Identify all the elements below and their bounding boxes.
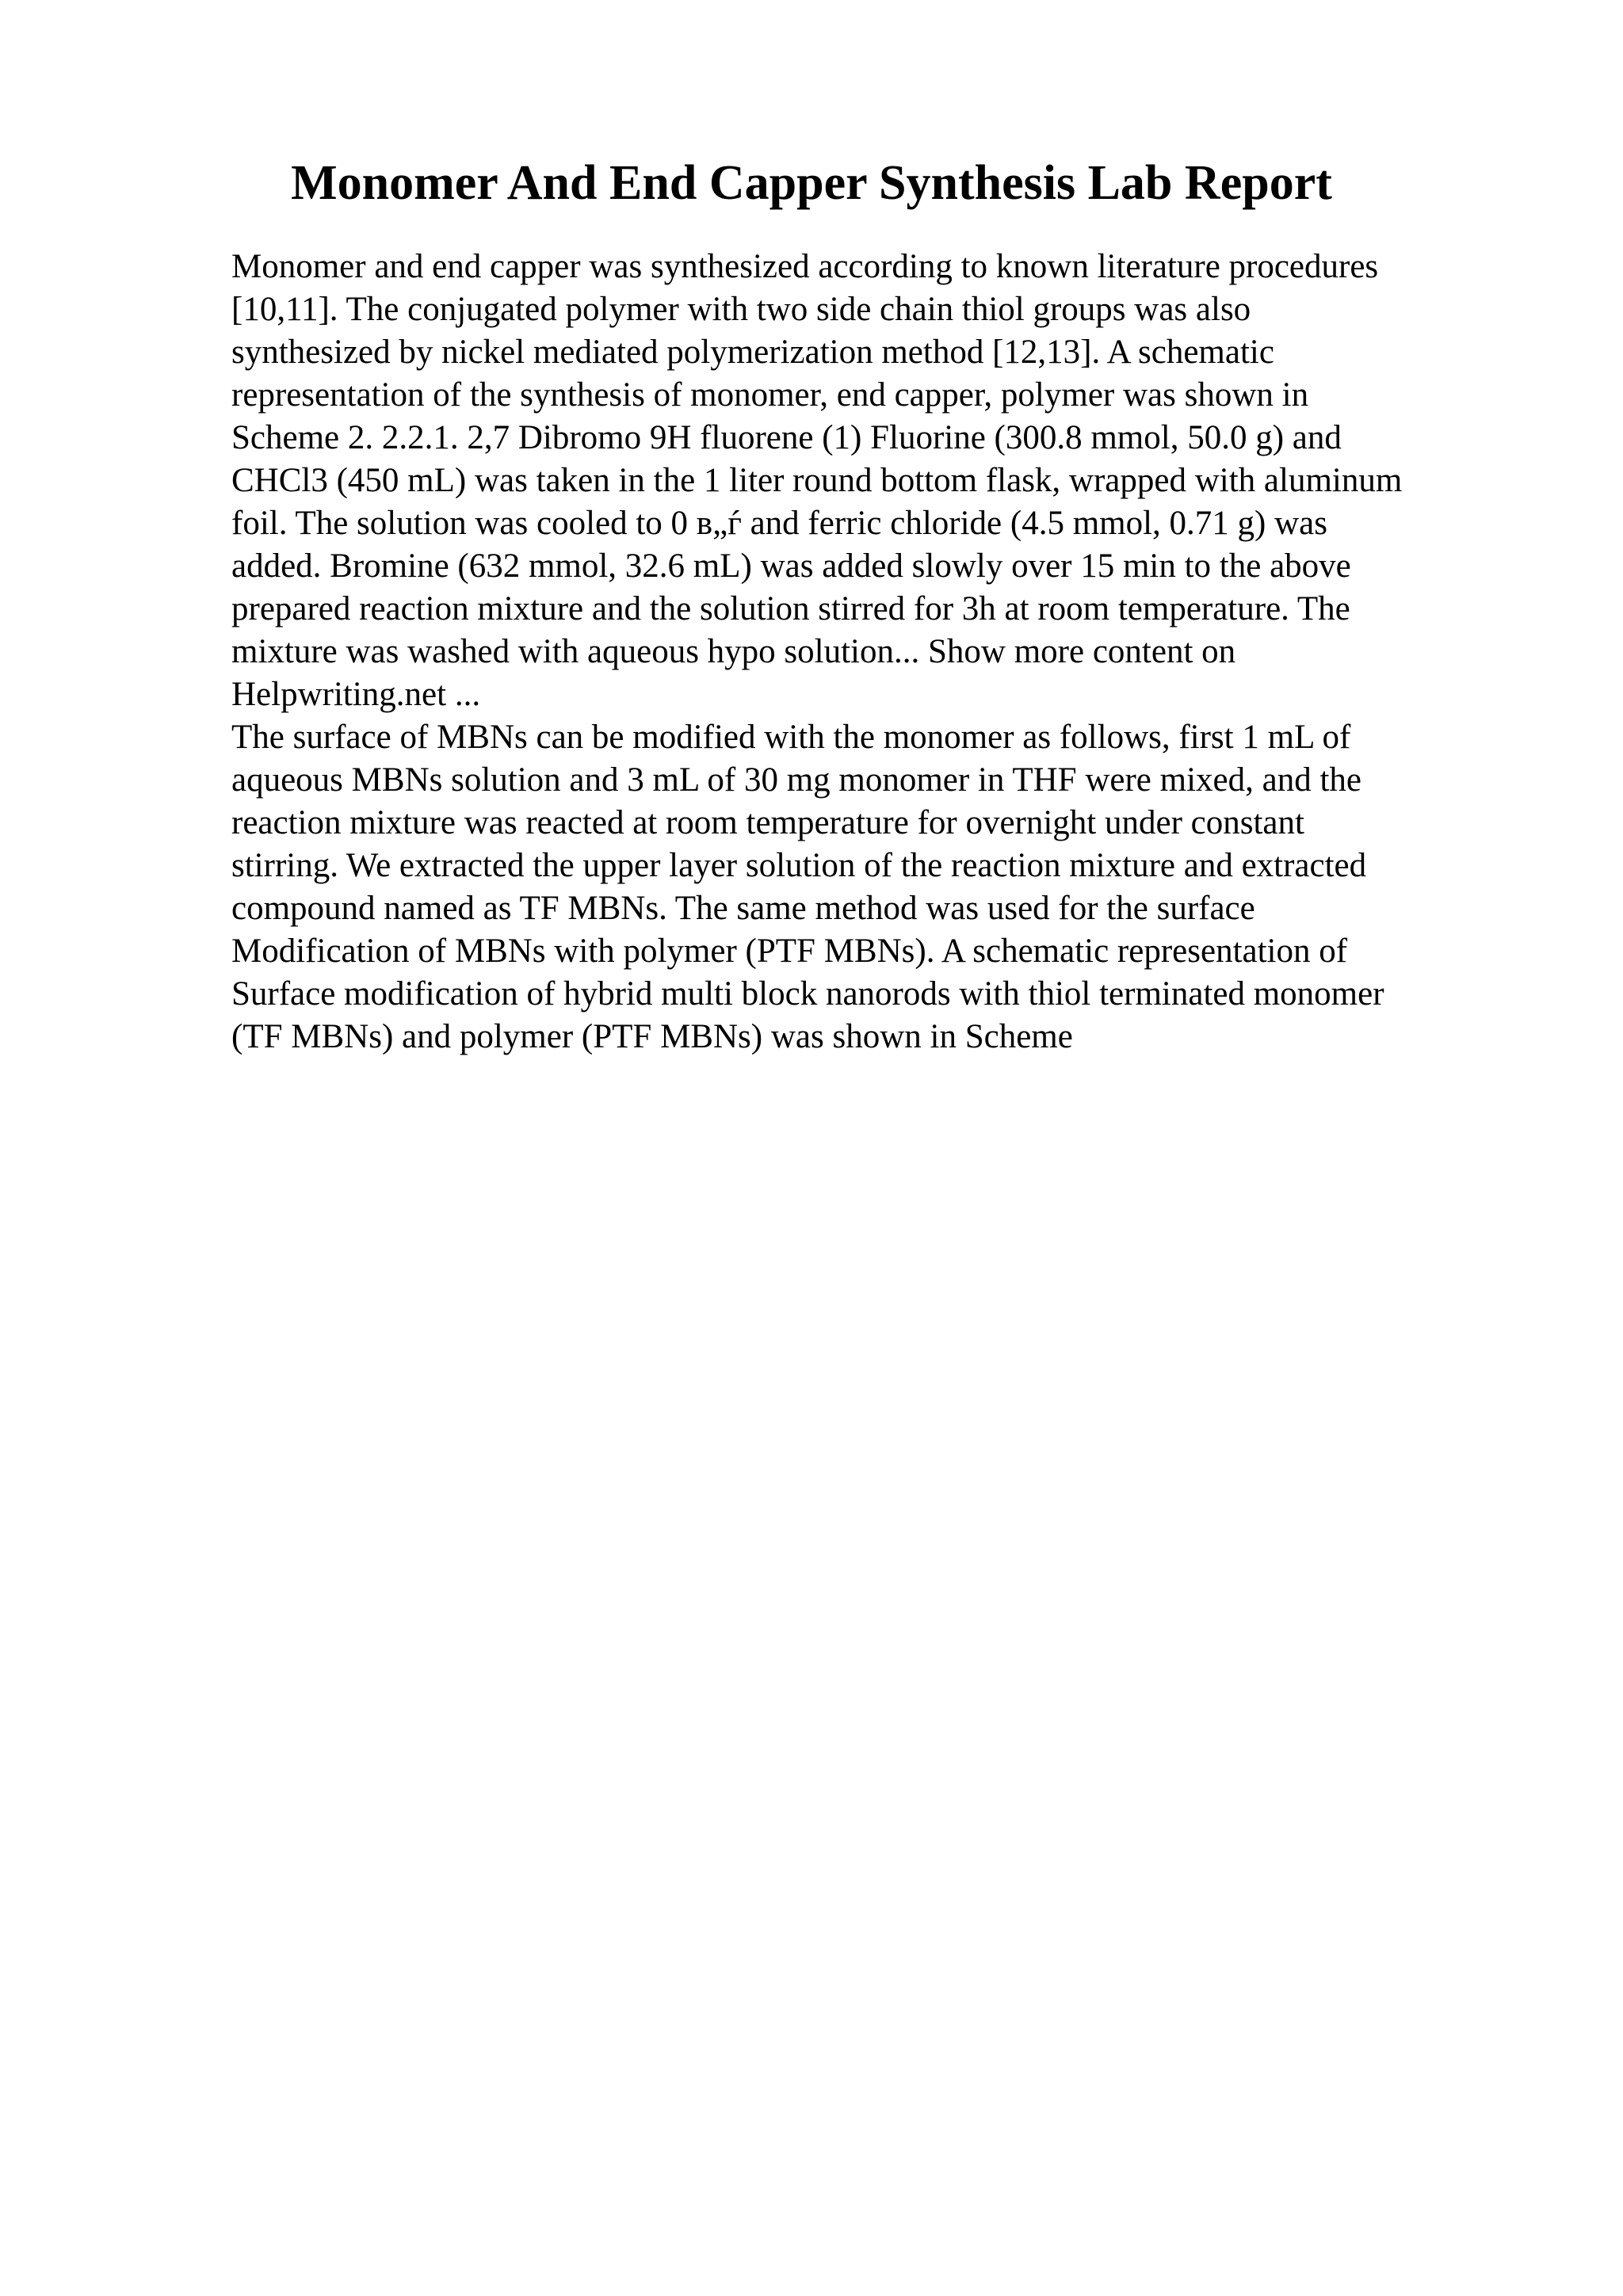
text-line: Surface modification of hybrid multi block nanorods with thiol terminated monomer	[231, 975, 1384, 1013]
text-line: Modification of MBNs with polymer (PTF MBNs). A schematic representation of	[231, 933, 1348, 970]
text-line: [10,11]. The conjugated polymer with two side chain thiol groups was also	[231, 291, 1251, 328]
text-line: stirring. We extracted the upper layer solution of the reaction mixture and extracted	[231, 847, 1367, 884]
text-line: Helpwriting.net ...	[231, 676, 481, 713]
paragraph-surface-modification	[231, 716, 1515, 1058]
page-title: Monomer And End Capper Synthesis Lab Report	[291, 156, 1332, 210]
text-line: prepared reaction mixture and the solution stirred for 3h at room temperature. The	[231, 590, 1350, 627]
paragraph-synthesis	[231, 246, 1515, 716]
text-line: Scheme 2. 2.2.1. 2,7 Dibromo 9H fluorene (1) Fluorine (300.8 mmol, 50.0 g) and	[231, 419, 1342, 456]
text-line: mixture was washed with aqueous hypo solution... Show more content on	[231, 633, 1236, 670]
text-line: representation of the synthesis of monomer, end capper, polymer was shown in	[231, 376, 1309, 414]
text-line: synthesized by nickel mediated polymerization method [12,13]. A schematic	[231, 334, 1274, 371]
text-line: CHCl3 (450 mL) was taken in the 1 liter round bottom flask, wrapped with aluminum	[231, 462, 1403, 499]
text-line: Monomer and end capper was synthesized according to known literature procedures	[231, 248, 1379, 285]
text-line: compound named as TF MBNs. The same method was used for the surface	[231, 890, 1255, 927]
text-line: reaction mixture was reacted at room temperature for overnight under constant	[231, 804, 1304, 841]
text-line: (TF MBNs) and polymer (PTF MBNs) was shown in Scheme	[231, 1018, 1073, 1055]
text-line: added. Bromine (632 mmol, 32.6 mL) was added slowly over 15 min to the above	[231, 547, 1351, 585]
text-line: aqueous MBNs solution and 3 mL of 30 mg monomer in THF were mixed, and the	[231, 761, 1361, 799]
text-line: foil. The solution was cooled to 0 в„ѓ and ferric chloride (4.5 mmol, 0.71 g) was	[231, 505, 1327, 542]
text-line: The surface of MBNs can be modified with the monomer as follows, first 1 mL of	[231, 719, 1351, 756]
document-body	[231, 246, 1515, 1058]
